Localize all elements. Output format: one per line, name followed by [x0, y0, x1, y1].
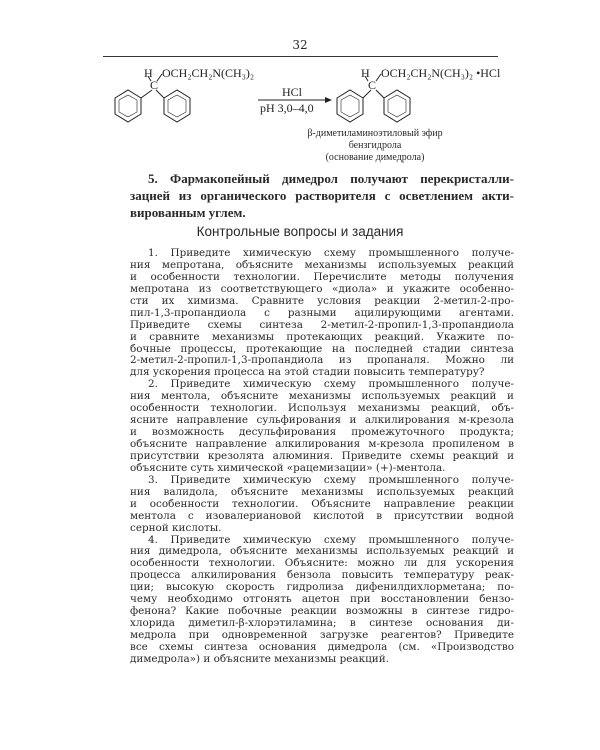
product-h: H: [361, 66, 370, 80]
text-line: бочные процессы, протекающие на последней стадии синтеза: [130, 343, 514, 355]
text-line: вированным углем.: [130, 205, 246, 220]
text-line: пил-1,3-пропандиола с разными ацилирующими агентами.: [130, 307, 514, 319]
arrow-head: [325, 97, 332, 103]
question-2: [130, 379, 514, 475]
text-line: ния мепротана, объясните механизмы используемых реакций: [130, 259, 514, 271]
text-line: и особенности технологии. Перечислите методы получения: [130, 271, 514, 283]
reagent: HCl: [282, 85, 303, 99]
questions-list: [130, 248, 514, 666]
reaction-scheme: [100, 60, 520, 130]
product-caption: [275, 128, 475, 164]
text-line: зацией из органического растворителя с осветлением акти-: [130, 188, 514, 203]
text-line: особенности технологии. Используя механизмы реакций, объ-: [130, 403, 514, 415]
caption-line: (основание димедрола): [325, 152, 425, 163]
text-line: ции; высокую скорость гидролиза дифенилдихлорметана; по-: [130, 582, 514, 594]
text-line: чему необходимо отгонять ацетон при восстановлении бензо-: [130, 594, 514, 606]
text-line: 2. Приведите химическую схему промышленного получе-: [148, 379, 514, 391]
text-line: ния димедрола, объясните механизмы используемых реакций и: [130, 546, 514, 558]
text-line: для ускорения процесса на этой стадии повысить температуру?: [130, 367, 485, 379]
reactant-h: H: [144, 66, 153, 80]
text-line: особенности технологии. Объясните: можно ли для ускорения: [130, 558, 514, 570]
question-4: [130, 535, 514, 666]
text-line: Приведите схемы синтеза 2-метил-2-пропил-1,3-пропандиола: [130, 319, 514, 331]
text-line: 4. Приведите химическую схему промышленного получе-: [148, 534, 514, 546]
text-line: медрола при одновременной загрузке реагентов? Приведите: [130, 630, 514, 641]
text-line: мепротана из соответствующего «диола» и укажите особенно-: [130, 283, 514, 295]
text-line: объясните направление алкилирования м-крезола пропиленом в: [130, 439, 514, 450]
text-line: ния ментола, объясните механизмы используемых реакций и: [130, 391, 514, 403]
text-line: процесса алкилирования бензола повысить температуру реак-: [130, 570, 514, 582]
text-line: фенона? Какие побочные реакции возможны в синтезе гидро-: [130, 606, 514, 618]
header-rule: [103, 56, 498, 57]
caption-line: β-диметиламиноэтиловый эфир: [307, 128, 443, 139]
text-line: все схемы синтеза основания димедрола (см. «Производство: [130, 641, 514, 653]
text-line: димедрола») и объясните механизмы реакций.: [130, 653, 389, 665]
text-line: 2-метил-2-пропил-1,3-пропандиола из пропаналя. Можно ли: [130, 355, 514, 367]
text-line: и сравните механизмы протекающих реакций. Укажите по-: [130, 331, 514, 343]
text-line: и особенности технологии. Объясните направление реакции: [130, 498, 514, 510]
text-line: хлорида диметил-β-хлорэтиламина; в синтезе основания ди-: [130, 618, 514, 630]
reactant-substituent: OCH₂CH₂N(CH₃)₂: [162, 66, 255, 80]
text-line: 3. Приведите химическую схему промышленного получе-: [148, 474, 514, 486]
text-line: и возможность десульфирования промежуточного продукта;: [130, 427, 514, 439]
section-heading: Контрольные вопросы и задания: [196, 224, 404, 239]
text-line: присутствии крезолята алюминия. Приведите схемы реакций и: [130, 450, 514, 462]
question-1: [130, 248, 514, 379]
caption-line: бензгидрола: [348, 140, 402, 151]
text-line: ния валидола, объясните механизмы используемых реакций: [130, 486, 514, 498]
text-line: 1. Приведите химическую схему промышленного получе-: [148, 248, 514, 259]
text-line: серной кислоты.: [130, 522, 222, 534]
paragraph-5: [130, 170, 514, 221]
page-number: 32: [292, 38, 308, 52]
product-c: C: [368, 78, 377, 92]
reactant-c: C: [150, 78, 159, 92]
text-line: сти их химизма. Сравните условия реакции 2-метил-2-про-: [130, 295, 514, 307]
text-line: ментола с изовалериановой кислотой в присутствии водной: [130, 510, 514, 522]
product-substituent: OCH₂CH₂N(CH₃)₂ •HCl: [381, 66, 501, 80]
text-line: 5. Фармакопейный димедрол получают перекристалли-: [148, 171, 514, 186]
question-3: [130, 475, 514, 535]
text-line: объясните суть химической «рацемизации» (+)-ментола.: [130, 462, 446, 474]
text-line: ясните направление сульфирования и алкилирования м-крезола: [130, 415, 514, 427]
condition: pH 3,0–4,0: [260, 101, 314, 115]
